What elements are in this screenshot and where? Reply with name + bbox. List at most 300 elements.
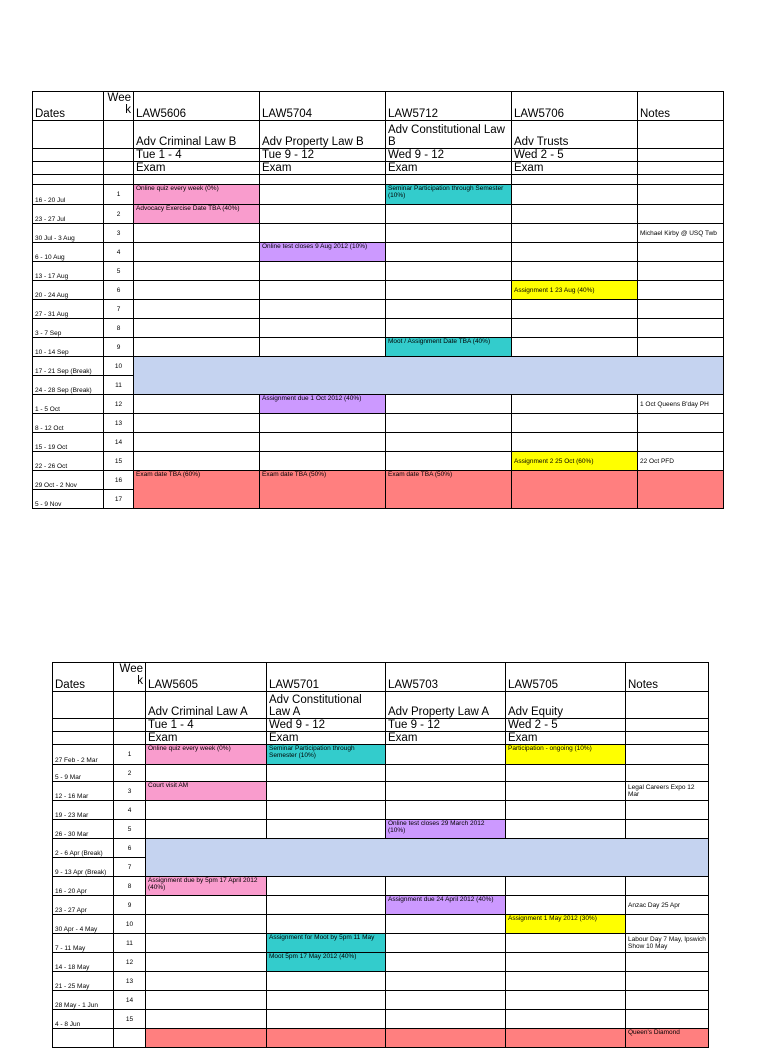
- table-row: [33, 395, 724, 414]
- unit-time: Tue 9 - 12: [260, 149, 386, 162]
- semester-1-schedule-table: [52, 662, 709, 1048]
- notes-cell: 22 Oct PFD: [638, 452, 724, 471]
- week-cell: 13: [104, 414, 134, 433]
- exam-cell: Exam date TBA (60%): [134, 471, 260, 509]
- unit-exam: Exam: [146, 732, 267, 745]
- blank-cell: [506, 953, 626, 972]
- week-cell: 3: [114, 782, 146, 801]
- blank-cell: [134, 281, 260, 300]
- blank-cell: [146, 820, 267, 839]
- header-row-time: [33, 149, 724, 162]
- notes-cell: [638, 338, 724, 357]
- blank-cell: [386, 765, 506, 782]
- assessment-cell: Assignment 1 23 Aug (40%): [512, 281, 638, 300]
- dates-cell: 27 Feb - 2 Mar: [53, 745, 114, 765]
- week-header: [104, 92, 134, 121]
- header-row-name: [53, 692, 709, 719]
- header-row-code: [33, 92, 724, 121]
- table-row: [53, 1010, 709, 1029]
- assessment-cell: Assignment 1 May 2012 (30%): [506, 915, 626, 934]
- unit-exam: Exam: [386, 732, 506, 745]
- exam-cell: [146, 1029, 267, 1048]
- assessment-cell: Assignment due by 5pm 17 April 2012 (40%): [146, 877, 267, 896]
- blank-cell: [386, 205, 512, 224]
- table-row: [53, 896, 709, 915]
- dates-cell: 19 - 23 Mar: [53, 801, 114, 820]
- blank-cell: [386, 934, 506, 953]
- blank-cell: [33, 121, 104, 149]
- header-row-exam: [53, 732, 709, 745]
- table-row: [53, 915, 709, 934]
- table-row: [33, 319, 724, 338]
- week-header-bottom: k: [137, 675, 143, 687]
- blank-cell: [134, 395, 260, 414]
- exam-cell: [386, 1029, 506, 1048]
- blank-cell: [512, 319, 638, 338]
- dates-cell: 23 - 27 Jul: [33, 205, 104, 224]
- week-cell: 17: [104, 490, 134, 509]
- week-cell: 7: [104, 300, 134, 319]
- blank-cell: [134, 300, 260, 319]
- notes-cell: [626, 820, 709, 839]
- header-row-name: [33, 121, 724, 149]
- notes-cell: [638, 433, 724, 452]
- blank-cell: [626, 719, 709, 732]
- dates-cell: 13 - 17 Aug: [33, 262, 104, 281]
- week-header-top: Wee: [119, 663, 143, 675]
- table-row: [53, 953, 709, 972]
- dates-cell: 27 - 31 Aug: [33, 300, 104, 319]
- break-cell: [134, 357, 724, 395]
- unit-time: Wed 2 - 5: [506, 719, 626, 732]
- dates-cell: 30 Jul - 3 Aug: [33, 224, 104, 243]
- assessment-cell: Assignment due 1 Oct 2012 (40%): [260, 395, 386, 414]
- blank-cell: [386, 433, 512, 452]
- blank-cell: [386, 319, 512, 338]
- blank-cell: [512, 338, 638, 357]
- assessment-cell: Assignment due 24 April 2012 (40%): [386, 896, 506, 915]
- week-cell: 16: [104, 471, 134, 490]
- blank-cell: [134, 175, 260, 185]
- week-cell: 15: [104, 452, 134, 471]
- unit-time: Tue 1 - 4: [134, 149, 260, 162]
- blank-cell: [512, 185, 638, 205]
- unit-name: Adv Equity: [506, 692, 626, 719]
- dates-cell: 30 Apr - 4 May: [53, 915, 114, 934]
- break-cell: [146, 839, 709, 877]
- blank-cell: [260, 205, 386, 224]
- table-row: [53, 991, 709, 1010]
- dates-cell: 8 - 12 Oct: [33, 414, 104, 433]
- blank-cell: [260, 224, 386, 243]
- week-cell: 12: [104, 395, 134, 414]
- dates-cell: 5 - 9 Nov: [33, 490, 104, 509]
- week-cell: 9: [114, 896, 146, 915]
- blank-cell: [512, 414, 638, 433]
- week-cell: [114, 1029, 146, 1048]
- notes-cell: [626, 801, 709, 820]
- assessment-cell: Online test closes 9 Aug 2012 (10%): [260, 243, 386, 262]
- unit-name: Adv Trusts: [512, 121, 638, 149]
- week-cell: 15: [114, 1010, 146, 1029]
- unit-exam: Exam: [267, 732, 386, 745]
- table-row: [33, 433, 724, 452]
- week-header: [114, 663, 146, 692]
- blank-cell: [104, 121, 134, 149]
- blank-cell: [512, 243, 638, 262]
- dates-cell: 22 - 26 Oct: [33, 452, 104, 471]
- notes-cell: Labour Day 7 May, Ipswich Show 10 May: [626, 934, 709, 953]
- week-cell: 7: [114, 858, 146, 877]
- notes-cell: [626, 953, 709, 972]
- unit-exam: Exam: [506, 732, 626, 745]
- notes-cell: [626, 765, 709, 782]
- table-row: [33, 300, 724, 319]
- blank-cell: [146, 801, 267, 820]
- unit-code: LAW5704: [260, 92, 386, 121]
- unit-code: LAW5703: [386, 663, 506, 692]
- blank-cell: [114, 692, 146, 719]
- blank-cell: [506, 801, 626, 820]
- table-row: [53, 820, 709, 839]
- blank-cell: [638, 162, 724, 175]
- table-row: [33, 357, 724, 376]
- week-cell: 5: [114, 820, 146, 839]
- week-cell: 14: [114, 991, 146, 1010]
- notes-cell: Queen's Diamond: [626, 1029, 709, 1048]
- blank-cell: [53, 732, 114, 745]
- week-cell: 9: [104, 338, 134, 357]
- blank-cell: [267, 782, 386, 801]
- notes-cell: [626, 991, 709, 1010]
- blank-cell: [260, 433, 386, 452]
- blank-cell: [260, 281, 386, 300]
- dates-cell: 12 - 16 Mar: [53, 782, 114, 801]
- table-row: [53, 801, 709, 820]
- blank-cell: [386, 915, 506, 934]
- table-row: [33, 338, 724, 357]
- unit-time: Wed 2 - 5: [512, 149, 638, 162]
- blank-cell: [260, 452, 386, 471]
- blank-cell: [267, 1010, 386, 1029]
- week-cell: 8: [104, 319, 134, 338]
- blank-cell: [386, 262, 512, 281]
- blank-cell: [512, 175, 638, 185]
- blank-cell: [386, 300, 512, 319]
- blank-cell: [33, 162, 104, 175]
- blank-cell: [260, 300, 386, 319]
- week-cell: 1: [104, 185, 134, 205]
- table-row: [53, 839, 709, 858]
- table-row: [53, 782, 709, 801]
- blank-cell: [386, 801, 506, 820]
- week-cell: 11: [104, 376, 134, 395]
- blank-cell: [104, 149, 134, 162]
- unit-time: Wed 9 - 12: [386, 149, 512, 162]
- blank-cell: [146, 991, 267, 1010]
- blank-cell: [267, 915, 386, 934]
- assessment-cell: Participation - ongoing (10%): [506, 745, 626, 765]
- assessment-cell: Seminar Participation through Semester (10%): [386, 185, 512, 205]
- blank-cell: [114, 732, 146, 745]
- dates-header: Dates: [53, 663, 114, 692]
- notes-cell: [626, 915, 709, 934]
- blank-cell: [512, 205, 638, 224]
- blank-cell: [386, 281, 512, 300]
- table-row: [53, 1029, 709, 1048]
- blank-cell: [386, 1010, 506, 1029]
- table-row: [33, 224, 724, 243]
- week-cell: 14: [104, 433, 134, 452]
- dates-cell: 10 - 14 Sep: [33, 338, 104, 357]
- blank-cell: [146, 934, 267, 953]
- blank-cell: [260, 414, 386, 433]
- week-cell: 6: [104, 281, 134, 300]
- table-row: [33, 205, 724, 224]
- exam-cell: [512, 471, 638, 509]
- dates-header: Dates: [33, 92, 104, 121]
- notes-cell: Legal Careers Expo 12 Mar: [626, 782, 709, 801]
- blank-cell: [386, 877, 506, 896]
- blank-cell: [104, 175, 134, 185]
- blank-cell: [506, 820, 626, 839]
- blank-cell: [146, 915, 267, 934]
- table-row: [53, 765, 709, 782]
- dates-cell: 16 - 20 Apr: [53, 877, 114, 896]
- blank-cell: [114, 719, 146, 732]
- blank-cell: [53, 719, 114, 732]
- exam-cell: Exam date TBA (50%): [260, 471, 386, 509]
- blank-cell: [506, 972, 626, 991]
- unit-code: LAW5701: [267, 663, 386, 692]
- table-row: [33, 243, 724, 262]
- blank-cell: [386, 991, 506, 1010]
- notes-cell: [638, 205, 724, 224]
- dates-cell: 3 - 7 Sep: [33, 319, 104, 338]
- blank-cell: [146, 972, 267, 991]
- dates-cell: [53, 1029, 114, 1048]
- blank-cell: [134, 224, 260, 243]
- blank-cell: [33, 175, 104, 185]
- blank-cell: [260, 185, 386, 205]
- table-row: [53, 877, 709, 896]
- assessment-cell: Court visit AM: [146, 782, 267, 801]
- unit-exam: Exam: [512, 162, 638, 175]
- blank-cell: [506, 782, 626, 801]
- blank-cell: [134, 338, 260, 357]
- blank-cell: [386, 175, 512, 185]
- blank-cell: [134, 433, 260, 452]
- unit-exam: Exam: [134, 162, 260, 175]
- blank-cell: [512, 395, 638, 414]
- notes-cell: 1 Oct Queens B'day PH: [638, 395, 724, 414]
- blank-cell: [146, 1010, 267, 1029]
- week-cell: 10: [114, 915, 146, 934]
- notes-cell: [626, 877, 709, 896]
- week-cell: 2: [104, 205, 134, 224]
- blank-cell: [260, 319, 386, 338]
- blank-cell: [386, 452, 512, 471]
- assessment-cell: Moot 5pm 17 May 2012 (40%): [267, 953, 386, 972]
- assessment-cell: Seminar Participation through Semester (10%): [267, 745, 386, 765]
- assessment-cell: Advocacy Exercise Date TBA (40%): [134, 205, 260, 224]
- header-row-code: [53, 663, 709, 692]
- dates-cell: 16 - 20 Jul: [33, 185, 104, 205]
- unit-code: LAW5606: [134, 92, 260, 121]
- unit-name: Adv Constitutional Law B: [386, 121, 512, 149]
- blank-cell: [267, 972, 386, 991]
- blank-cell: [146, 896, 267, 915]
- notes-cell: [626, 972, 709, 991]
- dates-cell: 17 - 21 Sep (Break): [33, 357, 104, 376]
- week-header-top: Wee: [107, 92, 131, 104]
- unit-time: Tue 1 - 4: [146, 719, 267, 732]
- notes-cell: [638, 300, 724, 319]
- blank-cell: [638, 149, 724, 162]
- blank-cell: [638, 175, 724, 185]
- dates-cell: 20 - 24 Aug: [33, 281, 104, 300]
- blank-cell: [386, 953, 506, 972]
- dates-cell: 2 - 6 Apr (Break): [53, 839, 114, 858]
- notes-header: Notes: [626, 663, 709, 692]
- blank-cell: [386, 745, 506, 765]
- week-cell: 4: [114, 801, 146, 820]
- week-cell: 6: [114, 839, 146, 858]
- table-row: [33, 452, 724, 471]
- blank-cell: [626, 692, 709, 719]
- week-cell: 11: [114, 934, 146, 953]
- table-row: [53, 934, 709, 953]
- blank-cell: [512, 433, 638, 452]
- blank-cell: [626, 732, 709, 745]
- notes-cell: Michael Kirby @ USQ Twb: [638, 224, 724, 243]
- assessment-cell: Online quiz every week (0%): [134, 185, 260, 205]
- week-cell: 4: [104, 243, 134, 262]
- unit-name: Adv Property Law A: [386, 692, 506, 719]
- unit-code: LAW5705: [506, 663, 626, 692]
- blank-cell: [386, 972, 506, 991]
- dates-cell: 4 - 8 Jun: [53, 1010, 114, 1029]
- table-row: [53, 745, 709, 765]
- week-cell: 5: [104, 262, 134, 281]
- week-cell: 1: [114, 745, 146, 765]
- spacer-row: [33, 175, 724, 185]
- week-cell: 8: [114, 877, 146, 896]
- unit-code: LAW5706: [512, 92, 638, 121]
- blank-cell: [512, 262, 638, 281]
- notes-cell: Anzac Day 25 Apr: [626, 896, 709, 915]
- blank-cell: [506, 896, 626, 915]
- notes-cell: [638, 262, 724, 281]
- assessment-cell: Online test closes 29 March 2012 (10%): [386, 820, 506, 839]
- blank-cell: [267, 896, 386, 915]
- notes-cell: [638, 319, 724, 338]
- table-row: [33, 281, 724, 300]
- dates-cell: 1 - 5 Oct: [33, 395, 104, 414]
- blank-cell: [267, 765, 386, 782]
- exam-cell: Exam date TBA (50%): [386, 471, 512, 509]
- notes-cell: [638, 243, 724, 262]
- dates-cell: 28 May - 1 Jun: [53, 991, 114, 1010]
- blank-cell: [134, 262, 260, 281]
- blank-cell: [134, 319, 260, 338]
- blank-cell: [267, 820, 386, 839]
- table-row: [33, 471, 724, 490]
- dates-cell: 21 - 25 May: [53, 972, 114, 991]
- blank-cell: [267, 801, 386, 820]
- blank-cell: [104, 162, 134, 175]
- header-row-time: [53, 719, 709, 732]
- dates-cell: 9 - 13 Apr (Break): [53, 858, 114, 877]
- blank-cell: [386, 414, 512, 433]
- week-cell: 10: [104, 357, 134, 376]
- exam-cell: [638, 471, 724, 509]
- blank-cell: [33, 149, 104, 162]
- blank-cell: [512, 224, 638, 243]
- table-row: [33, 414, 724, 433]
- unit-name: Adv Property Law B: [260, 121, 386, 149]
- unit-exam: Exam: [260, 162, 386, 175]
- notes-cell: [638, 414, 724, 433]
- blank-cell: [386, 782, 506, 801]
- week-cell: 13: [114, 972, 146, 991]
- dates-cell: 24 - 28 Sep (Break): [33, 376, 104, 395]
- blank-cell: [146, 953, 267, 972]
- dates-cell: 26 - 30 Mar: [53, 820, 114, 839]
- assessment-cell: Online quiz every week (0%): [146, 745, 267, 765]
- header-row-exam: [33, 162, 724, 175]
- assessment-cell: Assignment 2 25 Oct (60%): [512, 452, 638, 471]
- unit-time: Tue 9 - 12: [386, 719, 506, 732]
- notes-cell: [638, 281, 724, 300]
- table-row: [33, 185, 724, 205]
- blank-cell: [638, 121, 724, 149]
- notes-cell: [626, 745, 709, 765]
- blank-cell: [506, 934, 626, 953]
- blank-cell: [260, 338, 386, 357]
- blank-cell: [134, 452, 260, 471]
- blank-cell: [267, 877, 386, 896]
- blank-cell: [506, 765, 626, 782]
- blank-cell: [260, 262, 386, 281]
- unit-exam: Exam: [386, 162, 512, 175]
- unit-name: Adv Criminal Law A: [146, 692, 267, 719]
- week-cell: 3: [104, 224, 134, 243]
- unit-code: LAW5605: [146, 663, 267, 692]
- week-cell: 2: [114, 765, 146, 782]
- blank-cell: [512, 300, 638, 319]
- exam-cell: [506, 1029, 626, 1048]
- dates-cell: 7 - 11 May: [53, 934, 114, 953]
- semester-2-schedule-table: [32, 91, 724, 509]
- blank-cell: [260, 175, 386, 185]
- dates-cell: 15 - 19 Oct: [33, 433, 104, 452]
- table-row: [53, 972, 709, 991]
- week-header-bottom: k: [125, 104, 131, 116]
- blank-cell: [53, 692, 114, 719]
- notes-header: Notes: [638, 92, 724, 121]
- dates-cell: 6 - 10 Aug: [33, 243, 104, 262]
- notes-cell: [638, 185, 724, 205]
- blank-cell: [146, 765, 267, 782]
- table-row: [33, 262, 724, 281]
- blank-cell: [386, 224, 512, 243]
- blank-cell: [506, 877, 626, 896]
- notes-cell: [626, 1010, 709, 1029]
- unit-time: Wed 9 - 12: [267, 719, 386, 732]
- blank-cell: [506, 991, 626, 1010]
- unit-code: LAW5712: [386, 92, 512, 121]
